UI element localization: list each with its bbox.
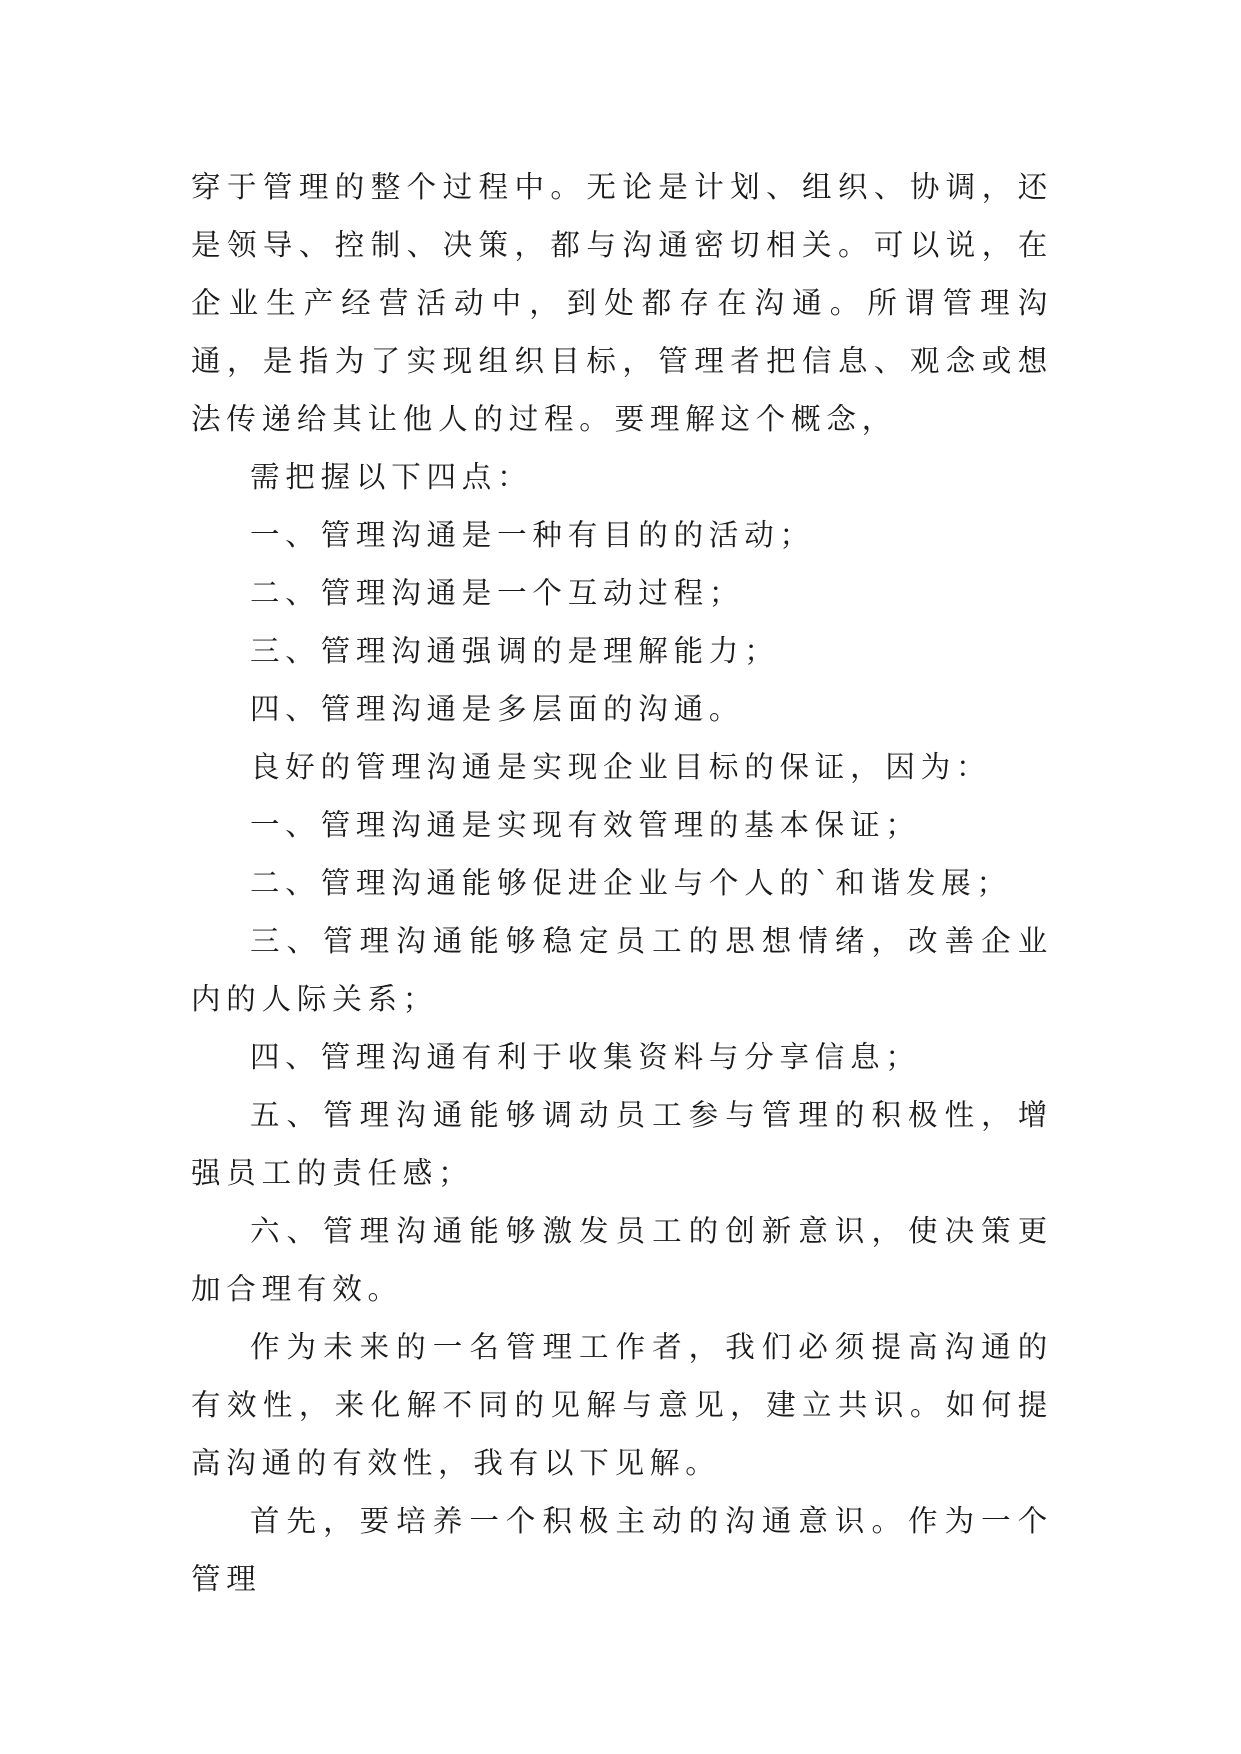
paragraph-14: 作为未来的一名管理工作者，我们必须提高沟通的有效性，来化解不同的见解与意见，建立共识。如何提高沟通的有效性，我有以下见解。 (191, 1330, 1053, 1480)
paragraph-10: 三、管理沟通能够稳定员工的思想情绪，改善企业内的人际关系； (191, 924, 1053, 1016)
paragraph-12: 五、管理沟通能够调动员工参与管理的积极性，增强员工的责任感； (191, 1098, 1053, 1190)
paragraph-13: 六、管理沟通能够激发员工的创新意识，使决策更加合理有效。 (191, 1214, 1053, 1306)
document-body (191, 158, 1053, 1608)
paragraph-6: 四、管理沟通是多层面的沟通。 (250, 692, 745, 726)
paragraph-15: 首先，要培养一个积极主动的沟通意识。作为一个管理 (191, 1504, 1053, 1596)
paragraph-5: 三、管理沟通强调的是理解能力； (250, 634, 780, 668)
paragraph-4: 二、管理沟通是一个互动过程； (250, 576, 745, 610)
paragraph-11: 四、管理沟通有利于收集资料与分享信息； (250, 1040, 921, 1074)
paragraph-2: 需把握以下四点： (250, 460, 533, 494)
paragraph-1: 穿于管理的整个过程中。无论是计划、组织、协调，还是领导、控制、决策，都与沟通密切相关。可以说，在企业生产经营活动中，到处都存在沟通。所谓管理沟通，是指为了实现组织目标，管理者把信息、观念或想法传递给其让他人的过程。要理解这个概念， (191, 170, 1053, 436)
paragraph-8: 一、管理沟通是实现有效管理的基本保证； (250, 808, 921, 842)
paragraph-3: 一、管理沟通是一种有目的的活动； (250, 518, 815, 552)
paragraph-9: 二、管理沟通能够促进企业与个人的`和谐发展； (250, 866, 1012, 900)
paragraph-7: 良好的管理沟通是实现企业目标的保证，因为： (250, 750, 992, 784)
